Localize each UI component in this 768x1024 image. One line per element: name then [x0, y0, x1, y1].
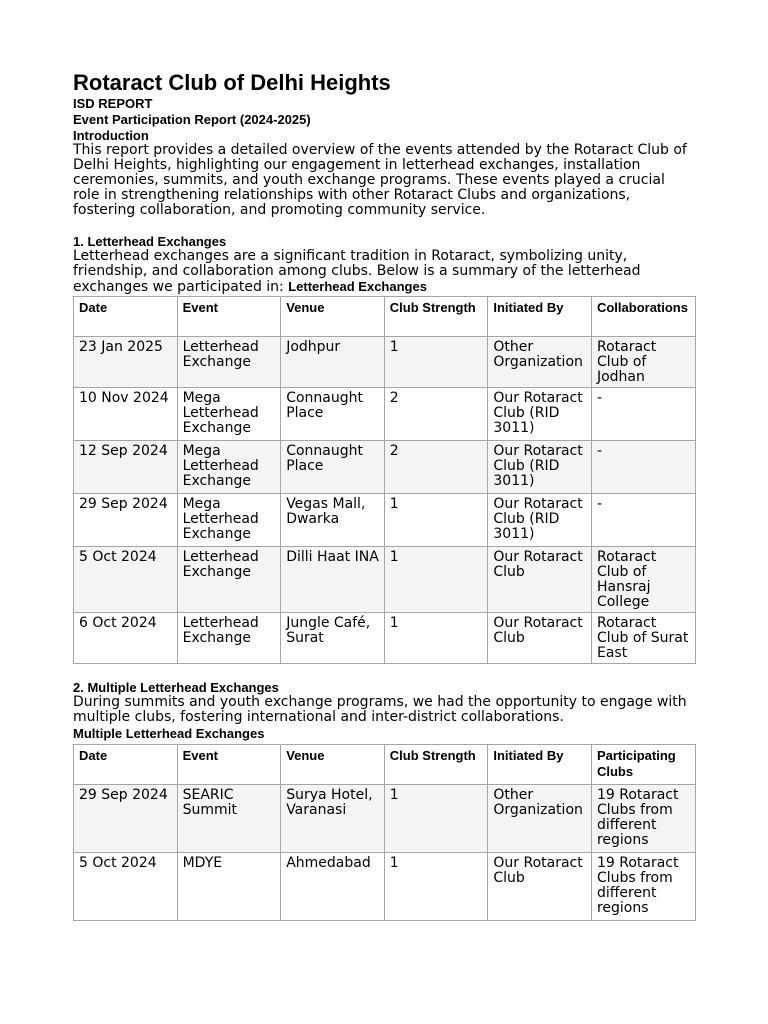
- table-cell: 1: [384, 613, 488, 664]
- club-title: Rotaract Club of Delhi Heights: [73, 70, 391, 95]
- table-cell: -: [591, 441, 695, 494]
- table-cell: Our Rotaract Club: [488, 547, 592, 613]
- column-header: Venue: [281, 297, 385, 337]
- section1-table-title: Letterhead Exchanges: [288, 279, 427, 294]
- section2-table-title: Multiple Letterhead Exchanges: [73, 726, 265, 741]
- table-row: [74, 494, 696, 547]
- table-header-row: [74, 297, 696, 337]
- table-cell: Our Rotaract Club: [488, 613, 592, 664]
- column-header: Event: [177, 297, 281, 337]
- table-cell: Letterhead Exchange: [177, 547, 281, 613]
- table-cell: 2: [384, 388, 488, 441]
- report-subtitle: Event Participation Report (2024-2025): [73, 112, 311, 127]
- table-cell: Our Rotaract Club (RID 3011): [488, 388, 592, 441]
- table-cell: Dilli Haat INA: [281, 547, 385, 613]
- column-header: Venue: [281, 745, 385, 785]
- table-cell: Our Rotaract Club: [488, 853, 592, 921]
- column-header: Initiated By: [488, 745, 592, 785]
- table-cell: 23 Jan 2025: [74, 337, 178, 388]
- table-cell: 2: [384, 441, 488, 494]
- table-cell: Rotaract Club of Hansraj College: [591, 547, 695, 613]
- column-header: Date: [74, 297, 178, 337]
- table-cell: 12 Sep 2024: [74, 441, 178, 494]
- table-cell: -: [591, 388, 695, 441]
- table-cell: 19 Rotaract Clubs from different regions: [591, 853, 695, 921]
- column-header: Date: [74, 745, 178, 785]
- table-cell: Connaught Place: [281, 388, 385, 441]
- table-cell: 10 Nov 2024: [74, 388, 178, 441]
- table-row: [74, 613, 696, 664]
- table-cell: 1: [384, 547, 488, 613]
- table-cell: 5 Oct 2024: [74, 547, 178, 613]
- column-header: Event: [177, 745, 281, 785]
- intro-heading: Introduction: [73, 128, 149, 143]
- table-row: [74, 785, 696, 853]
- table-cell: Rotaract Club of Surat East: [591, 613, 695, 664]
- table-cell: Connaught Place: [281, 441, 385, 494]
- table-cell: Mega Letterhead Exchange: [177, 441, 281, 494]
- table-cell: Jungle Café, Surat: [281, 613, 385, 664]
- report-label: ISD REPORT: [73, 96, 153, 111]
- section2-text: During summits and youth exchange programs, we had the opportunity to engage with multiple clubs, fostering international and inter-district collaborations.: [73, 694, 687, 725]
- table-row: [74, 388, 696, 441]
- section1-paragraph: Letterhead exchanges are a significant tradition in Rotaract, symbolizing unity, friendship, and collaboration among clubs. Below is a summary of the letterhead exchanges we participated in:: [73, 248, 641, 295]
- letterhead-exchanges-table: [73, 296, 696, 664]
- table-cell: SEARIC Summit: [177, 785, 281, 853]
- intro-text: This report provides a detailed overview of the events attended by the Rotaract Club of Delhi Heights, highlighting our engagement in letterhead exchanges, installation ceremonies, summits, and youth exchange programs. These events played a crucial role in strengthening relationships with other Rotaract Clubs and organizations, fostering collaboration, and promoting community service.: [73, 142, 687, 218]
- table-cell: 29 Sep 2024: [74, 494, 178, 547]
- table-cell: Our Rotaract Club (RID 3011): [488, 441, 592, 494]
- column-header: Collaborations: [591, 297, 695, 337]
- table-cell: Ahmedabad: [281, 853, 385, 921]
- column-header: Club Strength: [384, 297, 488, 337]
- section1-heading: 1. Letterhead Exchanges: [73, 234, 227, 249]
- table-cell: 5 Oct 2024: [74, 853, 178, 921]
- table-cell: 6 Oct 2024: [74, 613, 178, 664]
- table-cell: Letterhead Exchange: [177, 337, 281, 388]
- column-header: Initiated By: [488, 297, 592, 337]
- table-cell: Surya Hotel, Varanasi: [281, 785, 385, 853]
- table-cell: Rotaract Club of Jodhan: [591, 337, 695, 388]
- table-cell: Other Organization: [488, 785, 592, 853]
- table-cell: 29 Sep 2024: [74, 785, 178, 853]
- table-cell: -: [591, 494, 695, 547]
- table-cell: MDYE: [177, 853, 281, 921]
- table-row: [74, 853, 696, 921]
- table-cell: Mega Letterhead Exchange: [177, 494, 281, 547]
- column-header: Club Strength: [384, 745, 488, 785]
- table-row: [74, 337, 696, 388]
- section1-text: [73, 249, 695, 295]
- table-cell: 1: [384, 853, 488, 921]
- table-row: [74, 547, 696, 613]
- table-cell: Letterhead Exchange: [177, 613, 281, 664]
- section2-heading: 2. Multiple Letterhead Exchanges: [73, 680, 279, 695]
- table-header-row: [74, 745, 696, 785]
- table-cell: 19 Rotaract Clubs from different regions: [591, 785, 695, 853]
- table-cell: Mega Letterhead Exchange: [177, 388, 281, 441]
- table-row: [74, 441, 696, 494]
- table-cell: 1: [384, 337, 488, 388]
- table-cell: Jodhpur: [281, 337, 385, 388]
- table-cell: Vegas Mall, Dwarka: [281, 494, 385, 547]
- table-cell: 1: [384, 785, 488, 853]
- table-cell: 1: [384, 494, 488, 547]
- table-cell: Other Organization: [488, 337, 592, 388]
- column-header: Participating Clubs: [591, 745, 695, 785]
- report-page: [73, 70, 695, 921]
- table-cell: Our Rotaract Club (RID 3011): [488, 494, 592, 547]
- multiple-letterhead-exchanges-table: [73, 744, 696, 921]
